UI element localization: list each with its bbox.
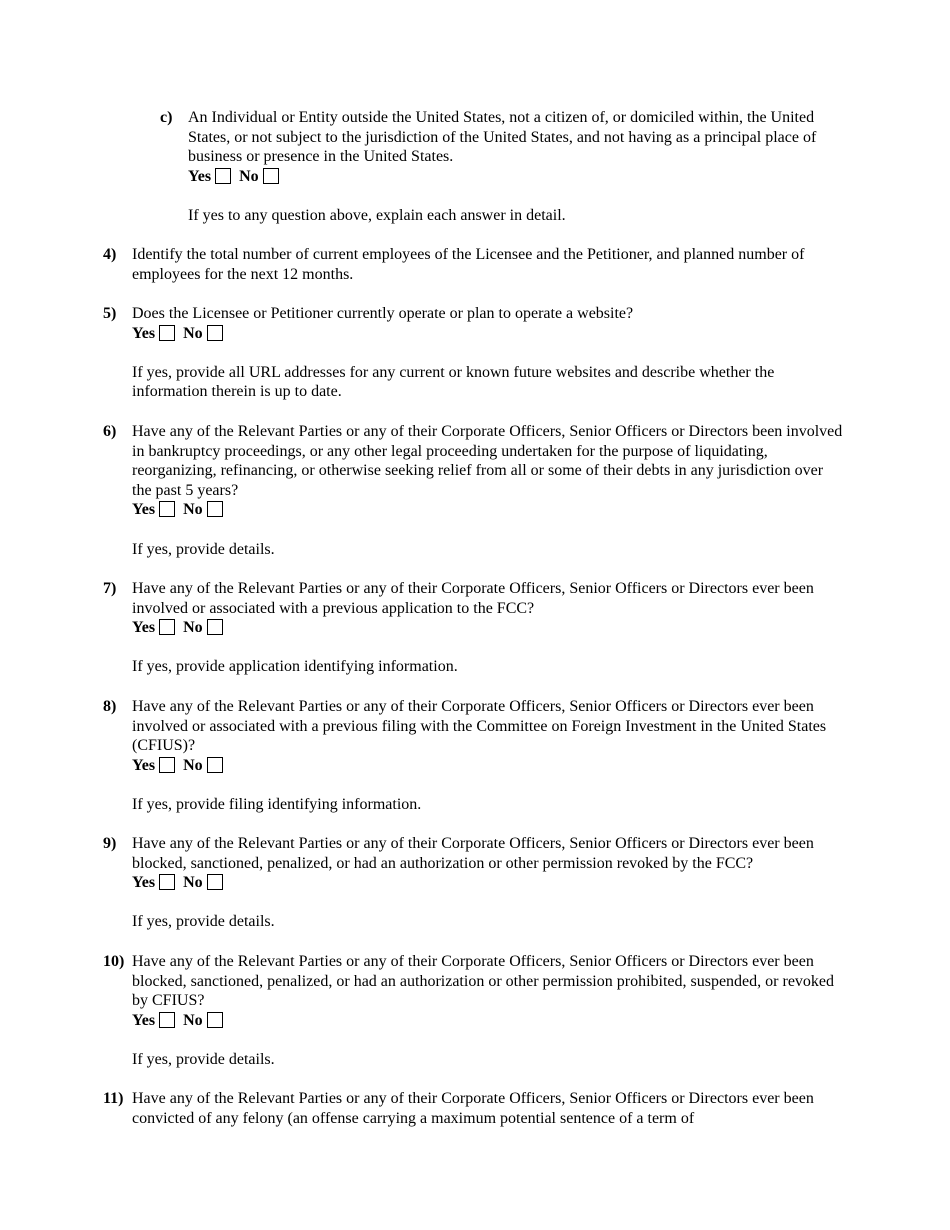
no-label: No [239, 167, 259, 185]
no-checkbox[interactable] [207, 1012, 223, 1028]
no-label: No [183, 501, 203, 519]
yes-no-row [132, 873, 843, 893]
yes-checkbox[interactable] [159, 874, 175, 890]
question-8 [103, 697, 843, 815]
yes-no-row [132, 1011, 843, 1031]
question-text: Have any of the Relevant Parties or any of their Corporate Officers, Senior Officers or Directors ever been involved or associated with a previous application to the FCC? [132, 580, 814, 617]
question-number: 9) [103, 835, 117, 852]
yes-no-row [132, 756, 843, 776]
question-7 [103, 579, 843, 677]
yes-label: Yes [132, 756, 156, 774]
yes-label: Yes [132, 874, 156, 892]
question-number: 11) [103, 1090, 124, 1107]
question-text: Have any of the Relevant Parties or any of their Corporate Officers, Senior Officers or Directors ever been involved or associated with a previous filing with the Committee on Foreign Investment in the United States (CFIUS)? [132, 698, 827, 755]
yes-checkbox[interactable] [159, 1012, 175, 1028]
yes-label: Yes [132, 501, 156, 519]
followup-text: If yes, provide filing identifying information. [132, 795, 422, 813]
no-checkbox[interactable] [207, 325, 223, 341]
yes-label: Yes [132, 324, 156, 342]
yes-checkbox[interactable] [159, 757, 175, 773]
no-label: No [183, 1011, 203, 1029]
question-text: Have any of the Relevant Parties or any of their Corporate Officers, Senior Officers or Directors ever been convicted of any felony (an offense carrying a maximum potential sentence of a term of [132, 1090, 814, 1127]
question-number: 4) [103, 246, 117, 263]
no-checkbox[interactable] [207, 757, 223, 773]
question-9 [103, 834, 843, 932]
no-checkbox[interactable] [207, 501, 223, 517]
no-checkbox[interactable] [207, 619, 223, 635]
question-number: 8) [103, 698, 117, 715]
no-label: No [183, 874, 203, 892]
followup-text: If yes to any question above, explain each answer in detail. [188, 206, 566, 224]
followup-text: If yes, provide application identifying information. [132, 658, 458, 676]
question-number: 7) [103, 580, 117, 597]
question-number: 5) [103, 305, 117, 322]
no-checkbox[interactable] [263, 168, 279, 184]
question-5 [103, 304, 843, 402]
followup-text: If yes, provide details. [132, 540, 275, 558]
question-10 [103, 952, 843, 1070]
yes-checkbox[interactable] [215, 168, 231, 184]
no-checkbox[interactable] [207, 874, 223, 890]
question-6 [103, 422, 843, 559]
yes-checkbox[interactable] [159, 501, 175, 517]
question-number: 6) [103, 423, 117, 440]
question-11 [103, 1089, 843, 1128]
no-label: No [183, 756, 203, 774]
question-number: 10) [103, 953, 125, 970]
yes-no-row [132, 324, 843, 344]
yes-label: Yes [132, 619, 156, 637]
no-label: No [183, 619, 203, 637]
question-text: Does the Licensee or Petitioner currently operate or plan to operate a website? [132, 305, 634, 322]
yes-no-row [188, 167, 820, 187]
yes-label: Yes [132, 1011, 156, 1029]
no-label: No [183, 324, 203, 342]
followup-text: If yes, provide all URL addresses for any current or known future websites and describe whether the information therein is up to date. [132, 363, 775, 401]
yes-checkbox[interactable] [159, 325, 175, 341]
question-4 [103, 245, 843, 284]
yes-no-row [132, 500, 843, 520]
question-number: c) [160, 109, 173, 126]
question-text: Have any of the Relevant Parties or any of their Corporate Officers, Senior Officers or Directors been involved in bankruptcy proceedings, or any other legal proceeding undertaken for the purpose of liquidating, reorganizing, refinancing, or otherwise seeking relief from all or some of their debts in any jurisdiction over the past 5 years? [132, 423, 843, 499]
yes-label: Yes [188, 167, 212, 185]
question-c [160, 108, 820, 226]
yes-checkbox[interactable] [159, 619, 175, 635]
question-text: An Individual or Entity outside the United States, not a citizen of, or domiciled within, the United States, or not subject to the jurisdiction of the United States, and not having as a principal place of business or presence in the United States. [188, 109, 817, 166]
question-text: Identify the total number of current employees of the Licensee and the Petitioner, and planned number of employees for the next 12 months. [132, 246, 805, 283]
question-text: Have any of the Relevant Parties or any of their Corporate Officers, Senior Officers or Directors ever been blocked, sanctioned, penalized, or had an authorization or other permission prohibited, suspended, or revoked by CFIUS? [132, 953, 835, 1010]
yes-no-row [132, 618, 843, 638]
followup-text: If yes, provide details. [132, 913, 275, 931]
followup-text: If yes, provide details. [132, 1050, 275, 1068]
question-text: Have any of the Relevant Parties or any of their Corporate Officers, Senior Officers or Directors ever been blocked, sanctioned, penalized, or had an authorization or other permission revoked by the FCC? [132, 835, 814, 872]
